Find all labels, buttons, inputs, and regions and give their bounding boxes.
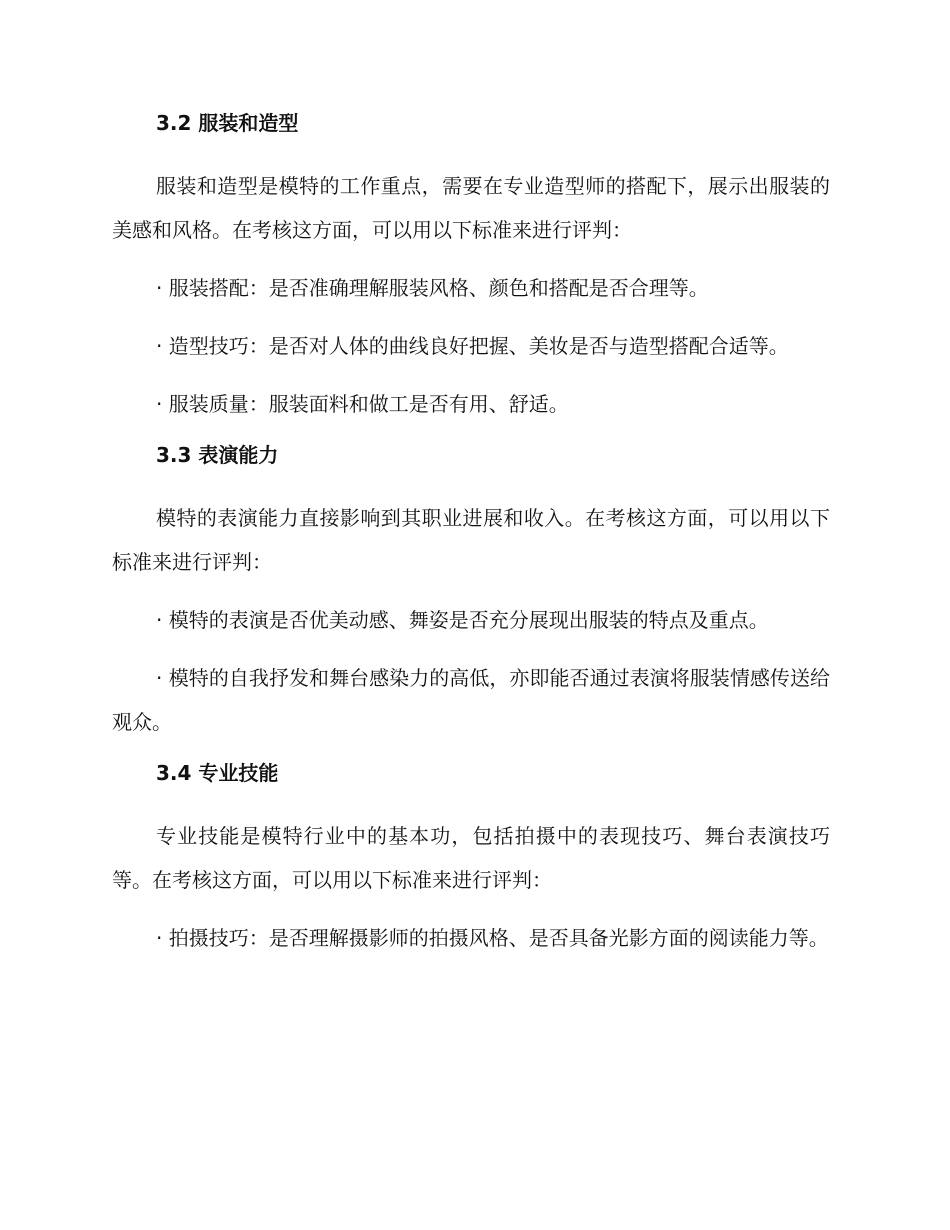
section-heading: 3.3 表演能力 <box>156 443 279 467</box>
bullet-item: · 服装质量：服装面料和做工是否有用、舒适。 <box>156 392 569 416</box>
bullet-item: · 模特的自我抒发和舞台感染力的高低，亦即能否通过表演将服装情感传送给观众。 <box>112 666 830 734</box>
section-heading: 3.2 服装和造型 <box>156 111 299 135</box>
paragraph: 模特的表演能力直接影响到其职业进展和收入。在考核这方面，可以用以下标准来进行评判： <box>112 506 830 574</box>
bullet-item: · 拍摄技巧：是否理解摄影师的拍摄风格、是否具备光影方面的阅读能力等。 <box>156 926 829 950</box>
paragraph: 专业技能是模特行业中的基本功，包括拍摄中的表现技巧、舞台表演技巧等。在考核这方面，可以用以下标准来进行评判： <box>112 824 830 892</box>
bullet-item: · 造型技巧：是否对人体的曲线良好把握、美妆是否与造型搭配合适等。 <box>156 334 789 358</box>
bullet-item: · 模特的表演是否优美动感、舞姿是否充分展现出服装的特点及重点。 <box>156 608 769 632</box>
bullet-item: · 服装搭配：是否准确理解服装风格、颜色和搭配是否合理等。 <box>156 276 709 300</box>
section-heading: 3.4 专业技能 <box>156 761 279 785</box>
section-3-3 <box>112 440 830 744</box>
document-page <box>112 108 830 974</box>
section-3-2 <box>112 108 830 426</box>
section-3-4 <box>112 758 830 960</box>
paragraph: 服装和造型是模特的工作重点，需要在专业造型师的搭配下，展示出服装的美感和风格。在考核这方面，可以用以下标准来进行评判： <box>112 174 830 242</box>
